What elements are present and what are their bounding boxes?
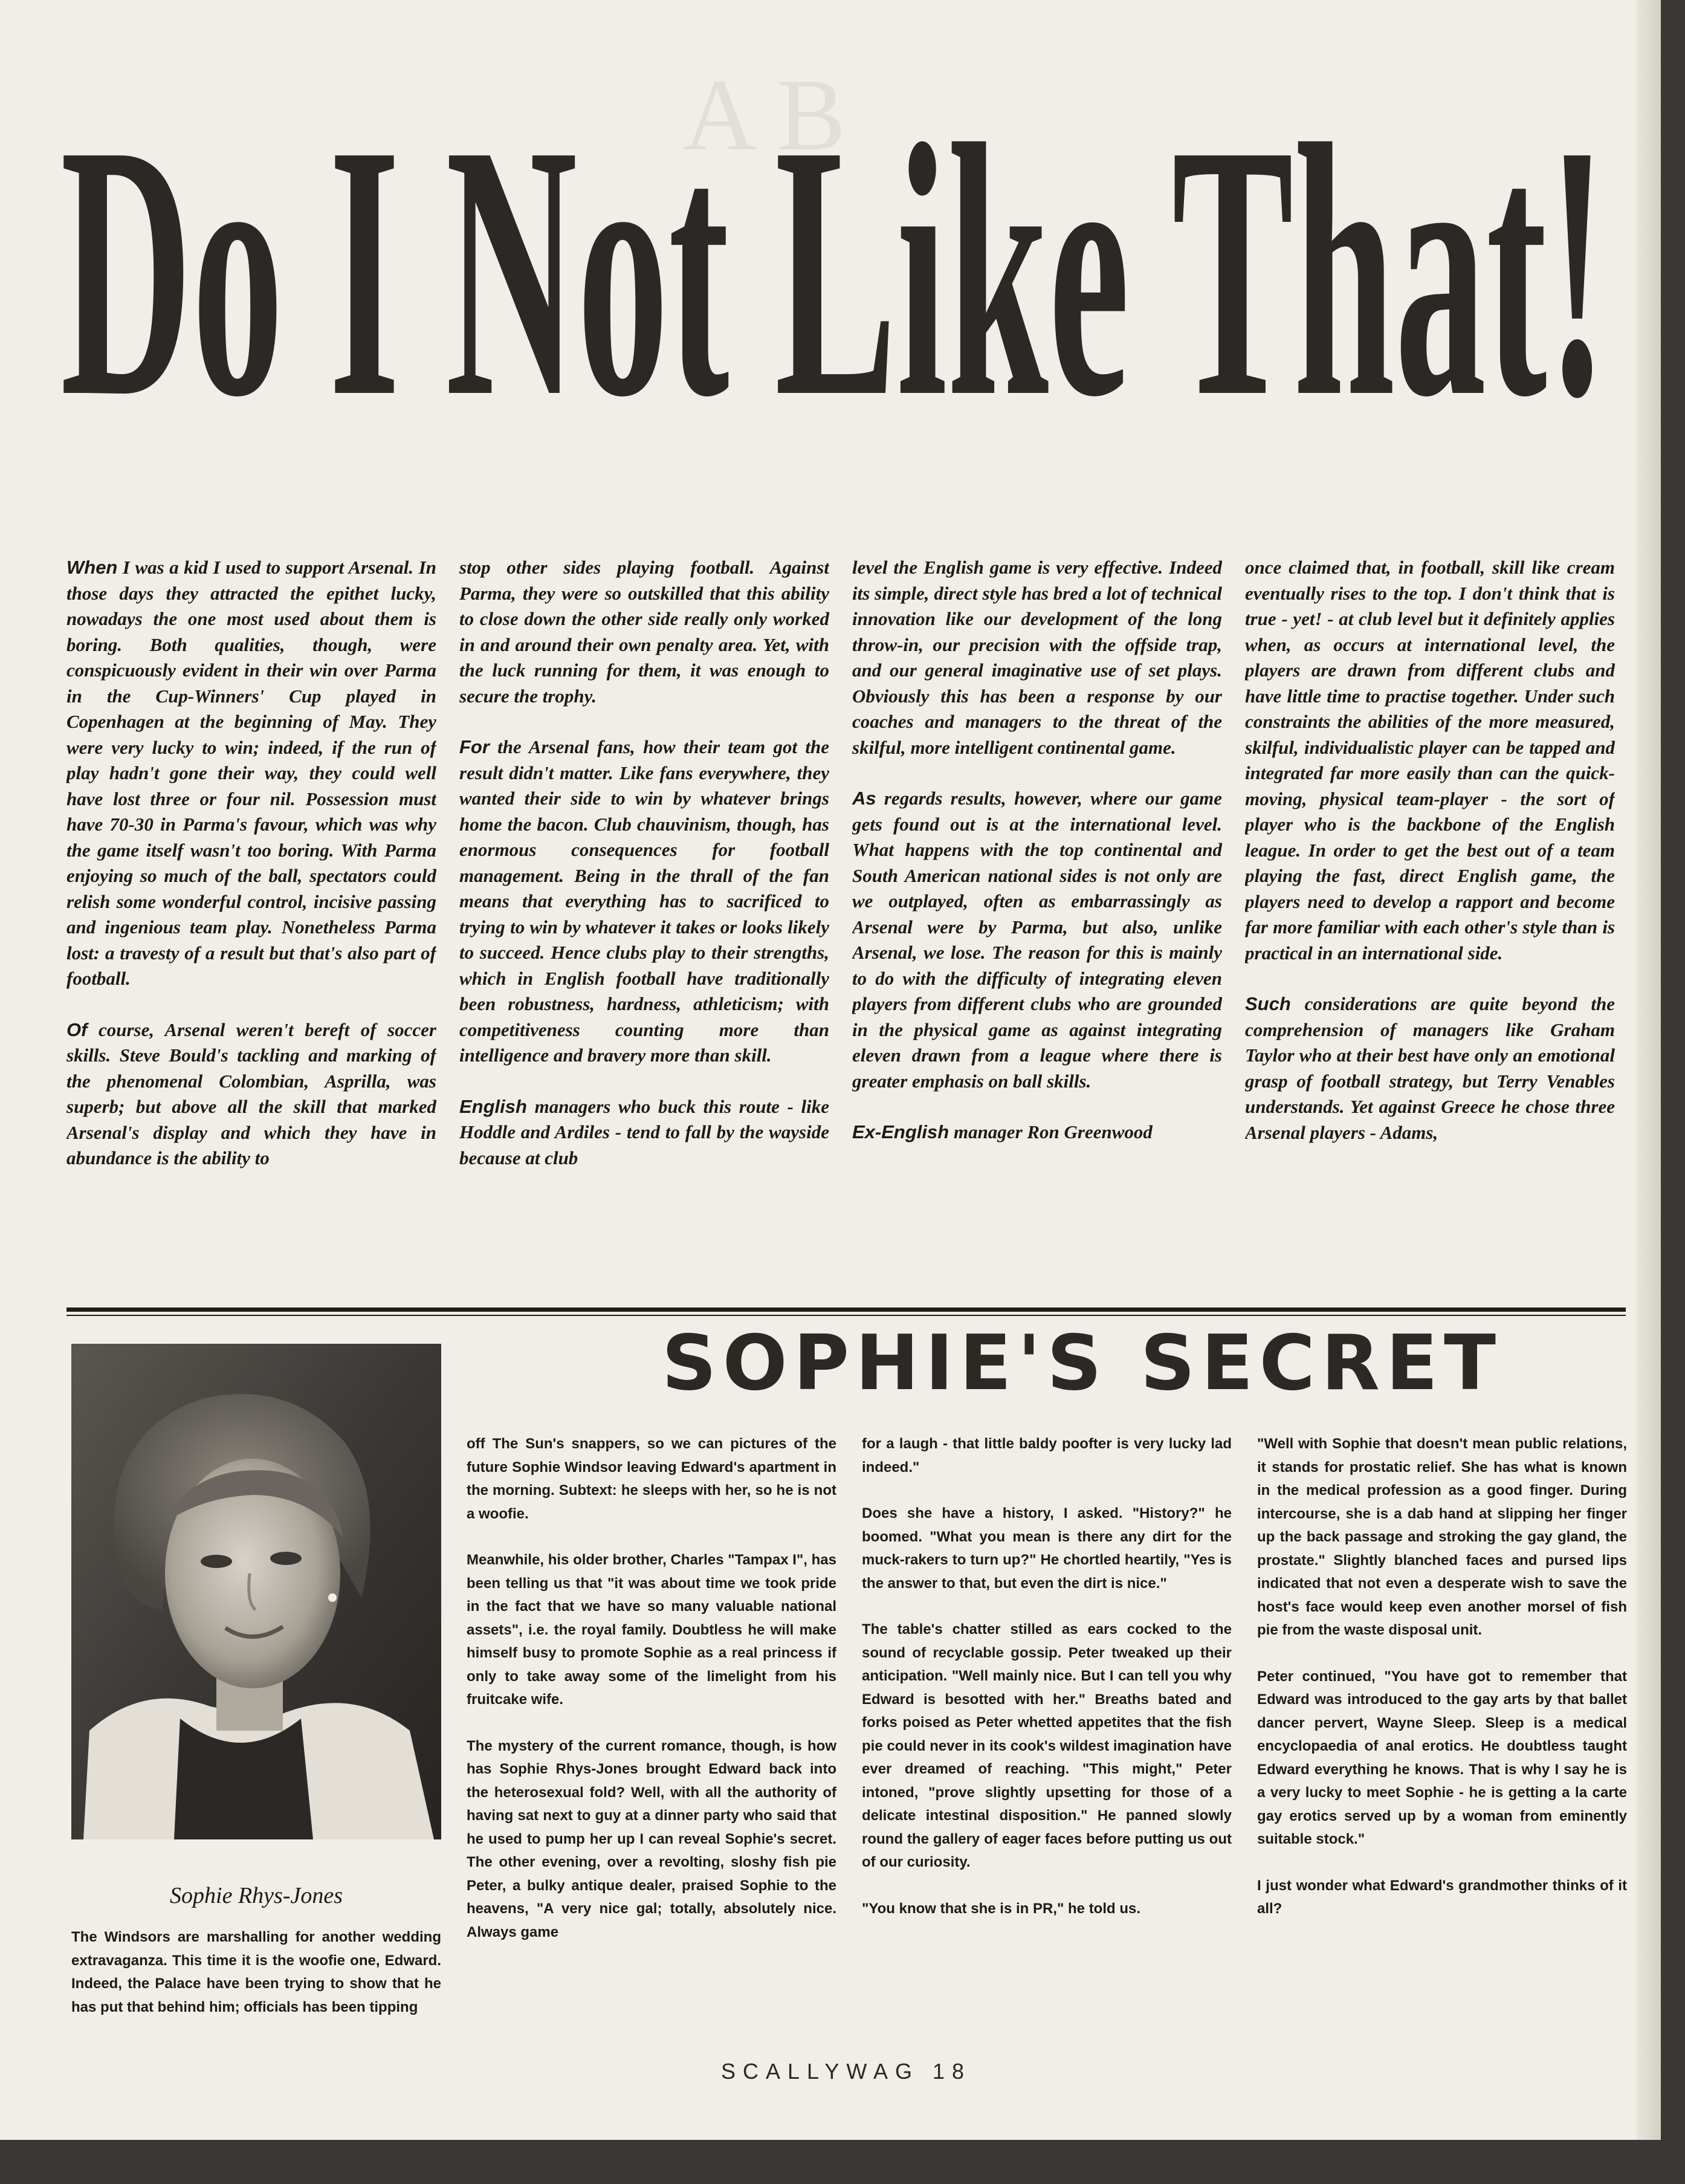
sidebar-paragraph: The Windsors are marshalling for another wedding extravaganza. This time it is the woofie one, Edward. Indeed, the Palace have been trying to show that he has put that behind him; officials has been tipping [71, 1929, 441, 2015]
headline-text: Do I Not Like That! [60, 91, 1608, 417]
article-column-2 [459, 555, 829, 1298]
page-footer: SCALLYWAG 18 [720, 2059, 972, 2084]
section-divider [66, 1307, 1626, 1312]
sidebar-column-4 [1257, 1433, 1627, 2055]
sidebar-paragraph: The table's chatter stilled as ears cocked to the sound of recyclable gossip. Peter tweaked up their anticipation. "Well mainly nice. But I can tell you why Edward is besotted with her." Breaths bated and forks poised as Peter whetted appetites that the fish pie could never in its cook's wildest imagination have ever dreamed of reaching. "This might," Peter intoned, "prove slightly upsetting for those of a delicate intestinal disposition." He panned slowly round the gallery of eager faces before putting us out of our curiosity. [862, 1621, 1232, 1870]
headline [60, 91, 1608, 417]
portrait-image [71, 1344, 441, 1839]
sidebar-paragraph: off The Sun's snappers, so we can pictures of the future Sophie Windsor leaving Edward's apartment in the morning. Subtext: he sleeps with her, so he is not a woofie. [467, 1436, 836, 1522]
sidebar-paragraph: I just wonder what Edward's grandmother thinks of it all? [1257, 1877, 1627, 1917]
page-spine-edge [1637, 0, 1661, 2140]
sidebar-column-3 [862, 1433, 1232, 2055]
article-paragraph: For the Arsenal fans, how their team got the result didn't matter. Like fans everywhere, they wanted their side to win by whatever brings home the bacon. Club chauvinism, though, has enormous consequences for football management. Being in the thrall of the fan means that everything has to sacrificed to trying to win by whatever it takes or looks likely to succeed. Hence clubs play to their strengths, which in English football have traditionally been robustness, hardness, athleticism; with competitiveness counting more than intelligence and bravery more than skill. [459, 736, 829, 1066]
article-column-4 [1245, 555, 1615, 1298]
photo-caption: Sophie Rhys-Jones [170, 1883, 343, 1908]
article-paragraph: Such considerations are quite beyond the comprehension of managers like Graham Taylor who at their best have only an emotional grasp of football strategy, but Terry Venables understands. Yet against Greece he chose three Arsenal players - Adams, [1245, 993, 1615, 1143]
article-column-3 [852, 555, 1222, 1298]
article-paragraph: stop other sides playing football. Against Parma, they were so outskilled that this ability to close down the other side really only worked in and around their own penalty area. Yet, with the luck running for them, it was enough to secure the trophy. [459, 557, 829, 707]
sidebar-paragraph: Does she have a history, I asked. "History?" he boomed. "What you mean is there any dirt for the muck-rakers to turn up?" He chortled heartily, "Yes is the answer to that, but even the dirt is nice." [862, 1505, 1232, 1592]
article-paragraph: As regards results, however, where our game gets found out is at the international level. What happens with the top continental and South American national sides is not only are we outplayed, often as embarrassingly as Arsenal were by Parma, but also, unlike Arsenal, we lose. The reason for this is mainly to do with the difficulty of integrating eleven players from different clubs who are grounded in the physical game as against integrating eleven drawn from a league where there is greater emphasis on ball skills. [852, 788, 1222, 1092]
portrait-photo [71, 1344, 441, 1839]
sidebar-column-2 [467, 1433, 836, 2055]
show-through-bleed: A B [683, 60, 846, 172]
section-divider-thin [66, 1315, 1626, 1316]
article-column-1 [66, 555, 436, 1298]
sidebar-paragraph: Peter continued, "You have got to remember that Edward was introduced to the gay arts by that ballet dancer pervert, Wayne Sleep. Sleep is a medical encyclopaedia of anal erotics. He doubtless taught Edward everything he knows. That is why I say he is a very lucky to meet Sophie - he is getting a la carte gay erotics served up by a woman from eminently suitable stock." [1257, 1668, 1627, 1847]
sidebar-paragraph: for a laugh - that little baldy poofter is very lucky lad indeed." [862, 1436, 1232, 1476]
article-paragraph: English managers who buck this route - like Hoddle and Ardiles - tend to fall by the wayside because at club [459, 1095, 829, 1168]
sidebar-paragraph: "Well with Sophie that doesn't mean public relations, it stands for prostatic relief. She has what is known in the medical profession as a good finger. During intercourse, she is a dab hand at slipping her finger up the back passage and stroking the gay gland, the prostate." Slightly blanched faces and pursed lips indicated that not even a desperate wish to save the host's face would keep even another morsel of fish pie from the waste disposal unit. [1257, 1436, 1627, 1638]
sidebar-paragraph: "You know that she is in PR," he told us. [862, 1900, 1141, 1917]
article-paragraph: level the English game is very effective. Indeed its simple, direct style has bred a lot of technical innovation like our development of the long throw-in, our precision with the offside trap, and our general imaginative use of set plays. Obviously this has been a response by our coaches and managers to the threat of the skilful, more intelligent continental game. [852, 557, 1222, 758]
article-paragraph: Of course, Arsenal weren't bereft of soccer skills. Steve Bould's tackling and marking of the phenomenal Colombian, Asprilla, was superb; but above all the skill that marked Arsenal's display and which they have in abundance is the ability to [66, 1019, 436, 1168]
article-paragraph: When I was a kid I used to support Arsenal. In those days they attracted the epithet lucky, nowadays the one most used about them is boring. Both qualities, though, were conspicuously evident in their win over Parma in the Cup-Winners' Cup played in Copenhagen at the beginning of May. They were very lucky to win; indeed, if the run of play hadn't gone their way, they could well have lost three or four nil. Possession must have 70-30 in Parma's favour, which was why the game itself wasn't too boring. With Parma enjoying so much of the ball, spectators could relish some wonderful control, incisive passing and ingenious team play. Nonetheless Parma lost: a travesty of a result but that's also part of football. [66, 557, 436, 989]
article-paragraph: Ex-English manager Ron Greenwood [852, 1121, 1153, 1142]
sidebar-paragraph: Meanwhile, his older brother, Charles "Tampax I", has been telling us that "it was about time we took pride in the fact that we have so many valuable national assets", i.e. the royal family. Doubtless he will make himself busy to promote Sophie as a real princess if only to take away some of the limelight from his fruitcake wife. [467, 1552, 836, 1708]
sidebar-paragraph: The mystery of the current romance, though, is how has Sophie Rhys-Jones brought Edward back into the heterosexual fold? Well, with all the authority of having sat next to guy at a dinner party who said that he used to pump her up I can reveal Sophie's secret. The other evening, over a revolting, sloshy fish pie Peter, a bulky antique dealer, praised Sophie to the heavens, "A very nice gal; totally, absolutely nice. Always game [467, 1737, 836, 1940]
sidebar-column-1 [71, 1926, 441, 2053]
article-paragraph: once claimed that, in football, skill like cream eventually rises to the top. I don't think that is true - yet! - at club level but it definitely applies when, as occurs at international level, the players are drawn from different clubs and have little time to practise together. Under such constraints the abilities of the more measured, skilful, individualistic player can be tapped and integrated far more easily than can the quick-moving, physical team-player - the sort of player who is the backbone of the English league. In order to get the best out of a team playing the fast, direct English game, the players need to develop a rapport and become far more familiar with each other's style than is practical in an international side. [1245, 557, 1615, 964]
sidebar-title: SOPHIE'S SECRET [661, 1318, 1502, 1407]
